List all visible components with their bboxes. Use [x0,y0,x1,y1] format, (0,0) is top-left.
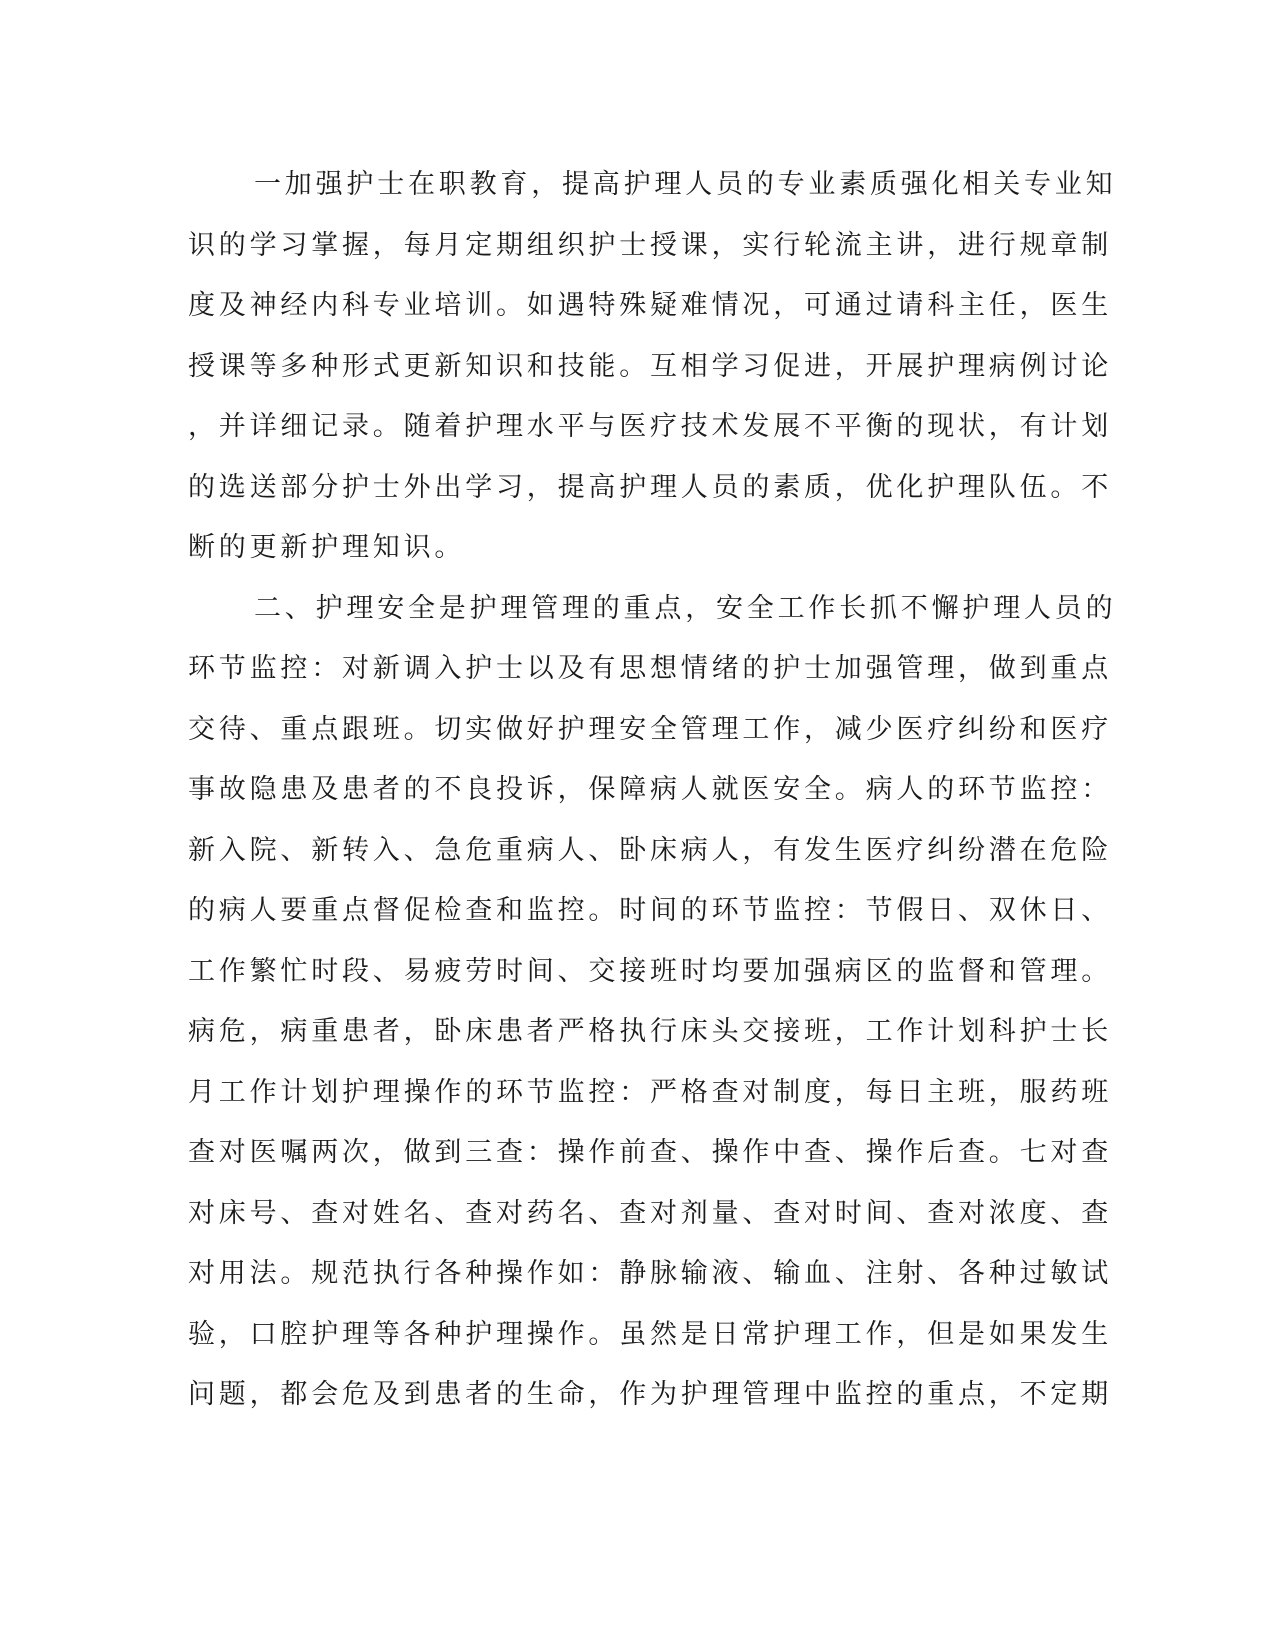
paragraph-line: 一加强护士在职教育，提高护理人员的专业素质强化相关专业知 [254,169,1117,200]
paragraph-line: 问题，都会危及到患者的生命，作为护理管理中监控的重点，不定期 [188,1379,1112,1410]
paragraph-line: ，并详细记录。随着护理水平与医疗技术发展不平衡的现状，有计划 [188,411,1112,442]
body-text [188,155,1117,1426]
paragraph-line: 月工作计划护理操作的环节监控：严格查对制度，每日主班，服药班 [188,1076,1112,1108]
paragraph-line: 度及神经内科专业培训。如遇特殊疑难情况，可通过请科主任，医生 [188,290,1112,321]
paragraph-line: 事故隐患及患者的不良投诉，保障病人就医安全。病人的环节监控： [188,774,1112,805]
paragraph-line: 工作繁忙时段、易疲劳时间、交接班时均要加强病区的监督和管理。 [188,955,1112,987]
paragraph-line: 对用法。规范执行各种操作如：静脉输液、输血、注射、各种过敏试 [188,1258,1112,1289]
paragraph-line: 病危，病重患者，卧床患者严格执行床头交接班，工作计划科护士长 [188,1016,1112,1047]
paragraph-line: 环节监控：对新调入护士以及有思想情绪的护士加强管理，做到重点 [188,653,1112,684]
paragraph-line: 验，口腔护理等各种护理操作。虽然是日常护理工作，但是如果发生 [188,1318,1112,1350]
paragraph-line: 查对医嘱两次，做到三查：操作前查、操作中查、操作后查。七对查 [188,1137,1112,1168]
paragraph-line: 识的学习掌握，每月定期组织护士授课，实行轮流主讲，进行规章制 [188,229,1112,261]
paragraph-line: 授课等多种形式更新知识和技能。互相学习促进，开展护理病例讨论 [188,350,1112,382]
paragraph-line: 新入院、新转入、急危重病人、卧床病人，有发生医疗纠纷潜在危险 [188,834,1112,866]
paragraph-line: 交待、重点跟班。切实做好护理安全管理工作，减少医疗纠纷和医疗 [188,713,1112,745]
paragraph-line: 断的更新护理知识。 [188,532,466,563]
paragraph-1 [188,155,1117,579]
paragraph-line: 二、护理安全是护理管理的重点，安全工作长抓不懈护理人员的 [254,592,1117,624]
paragraph-2 [188,579,1117,1426]
paragraph-line: 的选送部分护士外出学习，提高护理人员的素质，优化护理队伍。不 [188,471,1112,503]
paragraph-line: 对床号、查对姓名、查对药名、查对剂量、查对时间、查对浓度、查 [188,1197,1112,1229]
paragraph-line: 的病人要重点督促检查和监控。时间的环节监控：节假日、双休日、 [188,895,1112,926]
